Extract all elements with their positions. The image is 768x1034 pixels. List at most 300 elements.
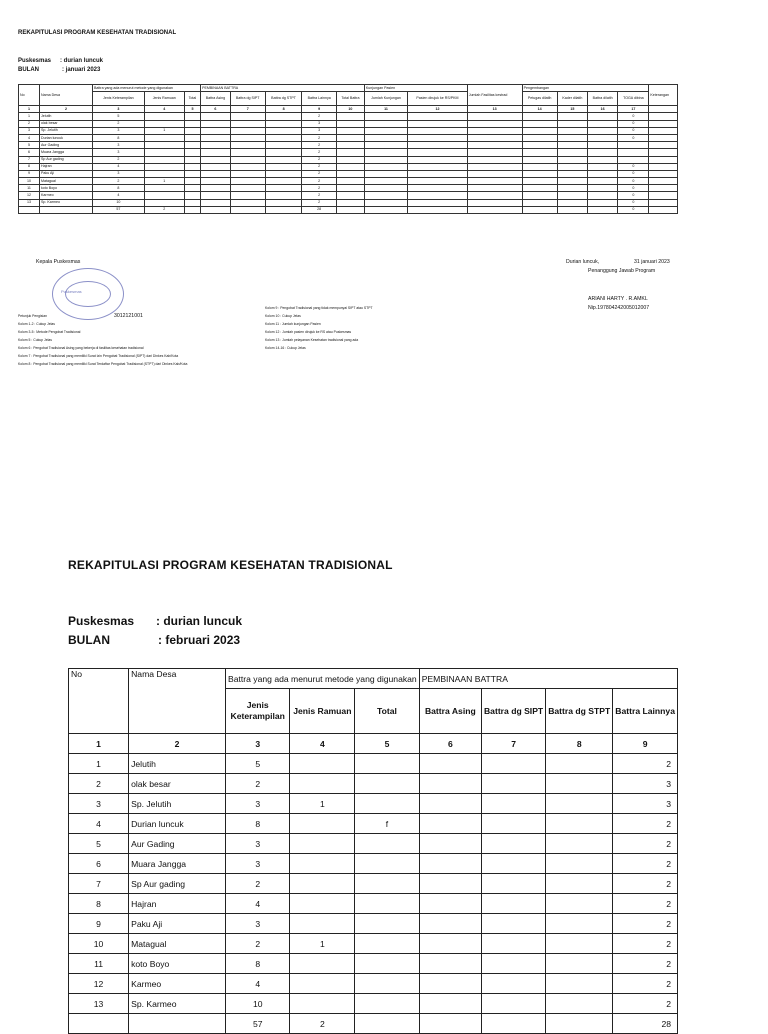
row-no: 9: [19, 170, 40, 177]
row-k5: [355, 994, 420, 1014]
row-no: 1: [69, 754, 129, 774]
row-empty-cell: [467, 142, 522, 149]
row-k4: [144, 113, 184, 120]
row-empty-cell: [649, 163, 678, 170]
row-empty-cell: [546, 934, 613, 954]
row-empty-cell: [522, 127, 557, 134]
row-empty-cell: [201, 149, 231, 156]
row-k3: 4: [93, 163, 145, 170]
row-empty-cell: [364, 170, 407, 177]
row-empty-cell: [364, 185, 407, 192]
row-k5: [355, 794, 420, 814]
row-empty-cell: [481, 894, 545, 914]
row-k3: 4: [225, 894, 289, 914]
th-pembinaan: PEMBINAAN BATTRA: [201, 85, 365, 92]
row-empty-cell: [201, 127, 231, 134]
col-number: 7: [230, 106, 265, 113]
signatory-name: ARIANI HARTY . R.AMKL: [588, 296, 648, 302]
row-empty-cell: [522, 134, 557, 141]
row-empty-cell: [546, 794, 613, 814]
row-empty-cell: [201, 120, 231, 127]
row-k3: 2: [225, 774, 289, 794]
row-k5: [355, 914, 420, 934]
row-empty-cell: [546, 754, 613, 774]
table-row: [69, 854, 678, 874]
row-k3: 8: [93, 134, 145, 141]
row-k4: [144, 142, 184, 149]
total-cell-empty: [364, 206, 407, 213]
row-no: 13: [69, 994, 129, 1014]
signatory-nip: Nip.197804242005012007: [588, 305, 650, 311]
row-k4: [290, 834, 355, 854]
row-k9: 2: [613, 974, 678, 994]
row-empty-cell: [336, 178, 364, 185]
row-empty-cell: [588, 113, 618, 120]
row-empty-cell: [408, 113, 468, 120]
row-empty-cell: [522, 163, 557, 170]
row-no: 8: [19, 163, 40, 170]
note-line: Kolom 14-16 : Cukup Jelas: [265, 346, 306, 350]
th-battra-group-2: Battra yang ada menurut metode yang digunakan: [225, 669, 419, 689]
row-empty-cell: [649, 178, 678, 185]
th-battra-sipt: Battra dg SIPT: [230, 92, 265, 106]
col-number: 1: [19, 106, 40, 113]
bulan-value-2: : februari 2023: [158, 633, 241, 647]
row-desa: Sp Aur gading: [40, 156, 93, 163]
row-empty-cell: [588, 185, 618, 192]
col-number: 1: [69, 734, 129, 754]
row-k9: 2: [613, 934, 678, 954]
row-k4: [290, 874, 355, 894]
row-empty-cell: [265, 149, 302, 156]
puskesmas-label-2: Puskesmas: [68, 614, 135, 628]
penanggung-jawab-label: Penanggung Jawab Program: [588, 268, 656, 274]
row-empty-cell: [265, 163, 302, 170]
row-k3: 2: [93, 156, 145, 163]
row-empty-cell: [557, 142, 587, 149]
puskesmas-value: : durian luncuk: [60, 58, 104, 64]
row-empty-cell: [184, 192, 200, 199]
row-k3: 3: [225, 794, 289, 814]
row-desa: Jelutih: [129, 754, 226, 774]
th-nama-desa-2: Nama Desa: [129, 669, 226, 734]
row-empty-cell: [588, 149, 618, 156]
row-empty-cell: [364, 199, 407, 206]
col-number: 13: [467, 106, 522, 113]
row-k4: 1: [144, 178, 184, 185]
row-k3: 2: [225, 874, 289, 894]
row-desa: Karmeo: [129, 974, 226, 994]
total-cell-empty: [40, 206, 93, 213]
row-k9: 2: [302, 113, 337, 120]
row-k4: 1: [290, 794, 355, 814]
row-k3: 3: [93, 142, 145, 149]
th-keterangan: Keterangan: [649, 85, 678, 106]
row-empty-cell: [265, 127, 302, 134]
row-desa: Hajran: [40, 163, 93, 170]
row-k9: 2: [613, 874, 678, 894]
row-empty-cell: [408, 127, 468, 134]
total-cell-empty: [265, 206, 302, 213]
notes-right: [265, 304, 373, 352]
row-empty-cell: [467, 199, 522, 206]
row-desa: Muara Jangga: [40, 149, 93, 156]
col-number: 4: [144, 106, 184, 113]
row-k9: 2: [302, 156, 337, 163]
th-jumlah-kunjungan: Jumlah Kunjungan: [364, 92, 407, 106]
row-empty-cell: [265, 178, 302, 185]
col-number: 9: [302, 106, 337, 113]
row-k9: 2: [302, 170, 337, 177]
row-empty-cell: [557, 199, 587, 206]
row-k4: [144, 149, 184, 156]
note-line: Kolom 13 : Jumlah pelayanan Kesehatan tradisional yang ada: [265, 338, 359, 342]
row-empty-cell: [408, 142, 468, 149]
row-k17: 0: [618, 127, 649, 134]
row-empty-cell: [649, 120, 678, 127]
row-empty-cell: [546, 954, 613, 974]
row-empty-cell: [557, 178, 587, 185]
note-line: Kolom 3-5 : Metode Pengobat Tradisional: [18, 330, 81, 334]
col-number: 4: [290, 734, 355, 754]
total-cell-empty: [19, 206, 40, 213]
col-number: 6: [201, 106, 231, 113]
row-k9: 3: [613, 774, 678, 794]
table-row: [19, 178, 678, 185]
col-number: 17: [618, 106, 649, 113]
row-no: 12: [69, 974, 129, 994]
row-no: 10: [69, 934, 129, 954]
total-cell-empty: [649, 206, 678, 213]
col-number: 2: [40, 106, 93, 113]
row-empty-cell: [649, 113, 678, 120]
row-empty-cell: [419, 834, 481, 854]
row-empty-cell: [408, 185, 468, 192]
th-pasien-dirujuk: Pasien dirujuk ke RS/PKM: [408, 92, 468, 106]
puskesmas-value-2: : durian luncuk: [156, 614, 243, 628]
row-empty-cell: [184, 134, 200, 141]
total-k9: 28: [302, 206, 337, 213]
row-empty-cell: [522, 142, 557, 149]
row-empty-cell: [336, 163, 364, 170]
table-row: [19, 134, 678, 141]
row-empty-cell: [408, 192, 468, 199]
row-desa: Sp. Jelutih: [40, 127, 93, 134]
row-empty-cell: [419, 814, 481, 834]
row-k9: 2: [302, 185, 337, 192]
row-desa: Durian luncuk: [40, 134, 93, 141]
table-row: [69, 954, 678, 974]
row-empty-cell: [481, 934, 545, 954]
th-total-2: Total: [355, 689, 420, 734]
row-empty-cell: [467, 113, 522, 120]
row-empty-cell: [522, 113, 557, 120]
row-empty-cell: [588, 163, 618, 170]
row-desa: Muara Jangga: [129, 854, 226, 874]
row-desa: Durian luncuk: [129, 814, 226, 834]
th-battra-dilatih: Battra dilatih: [588, 92, 618, 106]
row-no: 2: [69, 774, 129, 794]
row-k4: [144, 156, 184, 163]
row-empty-cell: [184, 170, 200, 177]
row-k3: 10: [225, 994, 289, 1014]
th-toga-dibina: TOGA dibina: [618, 92, 649, 106]
row-empty-cell: [201, 192, 231, 199]
row-k17: 0: [618, 178, 649, 185]
row-empty-cell: [230, 178, 265, 185]
row-empty-cell: [546, 894, 613, 914]
row-empty-cell: [408, 163, 468, 170]
row-empty-cell: [336, 192, 364, 199]
col-number: 16: [588, 106, 618, 113]
row-empty-cell: [230, 113, 265, 120]
table-row: [19, 113, 678, 120]
row-empty-cell: [481, 994, 545, 1014]
row-k9: 2: [613, 894, 678, 914]
recap-table-january: [18, 84, 678, 214]
row-empty-cell: [184, 199, 200, 206]
row-empty-cell: [230, 185, 265, 192]
row-k3: 8: [225, 814, 289, 834]
row-empty-cell: [467, 185, 522, 192]
table-row: [69, 974, 678, 994]
row-k5: [355, 854, 420, 874]
row-k5: f: [355, 814, 420, 834]
row-empty-cell: [364, 149, 407, 156]
th-battra-sipt-2: Battra dg SIPT: [481, 689, 545, 734]
row-k17: 0: [618, 192, 649, 199]
table-row: [19, 127, 678, 134]
row-desa: olak besar: [129, 774, 226, 794]
row-empty-cell: [467, 127, 522, 134]
row-k9: 2: [302, 163, 337, 170]
total-k4-2: 2: [290, 1014, 355, 1034]
row-desa: Sp. Karmeo: [129, 994, 226, 1014]
row-k4: [144, 185, 184, 192]
row-k4: [290, 894, 355, 914]
row-empty-cell: [184, 142, 200, 149]
row-empty-cell: [522, 120, 557, 127]
row-empty-cell: [408, 156, 468, 163]
bulan-value: : januari 2023: [62, 67, 101, 73]
note-line: Petunjuk Pengisian: [18, 314, 48, 318]
row-empty-cell: [649, 199, 678, 206]
th-pembinaan-2: PEMBINAAN BATTRA: [419, 669, 677, 689]
row-empty-cell: [522, 170, 557, 177]
row-empty-cell: [184, 178, 200, 185]
total-cell-empty: [588, 206, 618, 213]
total-cell-empty: [336, 206, 364, 213]
row-empty-cell: [481, 794, 545, 814]
th-jenis-ramuan: Jenis Ramuan: [144, 92, 184, 106]
row-empty-cell: [557, 127, 587, 134]
row-k4: [290, 774, 355, 794]
row-no: 1: [19, 113, 40, 120]
th-battra-asing: Battra Asing: [201, 92, 231, 106]
col-number: 6: [419, 734, 481, 754]
row-empty-cell: [364, 178, 407, 185]
table-row: [69, 814, 678, 834]
row-empty-cell: [201, 178, 231, 185]
total-cell-empty: [184, 206, 200, 213]
row-k4: [290, 914, 355, 934]
row-empty-cell: [230, 134, 265, 141]
row-empty-cell: [481, 814, 545, 834]
row-empty-cell: [522, 178, 557, 185]
row-empty-cell: [336, 113, 364, 120]
table-row: [19, 170, 678, 177]
row-desa: Matagual: [129, 934, 226, 954]
row-empty-cell: [364, 134, 407, 141]
row-empty-cell: [481, 754, 545, 774]
th-fasilitas: Jumlah Fasilitas kestrad: [467, 85, 522, 106]
recap-table-february: [68, 668, 678, 1034]
row-empty-cell: [557, 156, 587, 163]
col-number: 8: [546, 734, 613, 754]
th-nama-desa: Nama Desa: [40, 85, 93, 106]
row-desa: olak besar: [40, 120, 93, 127]
row-no: 5: [69, 834, 129, 854]
row-empty-cell: [546, 994, 613, 1014]
row-empty-cell: [364, 156, 407, 163]
row-empty-cell: [557, 185, 587, 192]
row-empty-cell: [408, 199, 468, 206]
row-k17: 0: [618, 199, 649, 206]
row-desa: koto Boyo: [129, 954, 226, 974]
row-k9: 2: [613, 854, 678, 874]
row-k9: 2: [302, 134, 337, 141]
row-empty-cell: [557, 192, 587, 199]
row-empty-cell: [201, 163, 231, 170]
row-no: 5: [19, 142, 40, 149]
row-empty-cell: [201, 113, 231, 120]
row-empty-cell: [419, 854, 481, 874]
row-k3: 10: [93, 199, 145, 206]
row-desa: Karmeo: [40, 192, 93, 199]
puskesmas-label: Puskesmas: [18, 58, 52, 64]
row-k3: 5: [225, 754, 289, 774]
row-empty-cell: [201, 199, 231, 206]
row-empty-cell: [546, 874, 613, 894]
row-empty-cell: [230, 192, 265, 199]
total-k4: 2: [144, 206, 184, 213]
row-empty-cell: [467, 134, 522, 141]
row-no: 6: [69, 854, 129, 874]
row-empty-cell: [184, 113, 200, 120]
col-number: 3: [93, 106, 145, 113]
row-empty-cell: [230, 120, 265, 127]
row-empty-cell: [557, 120, 587, 127]
row-k5: [355, 894, 420, 914]
row-k3: 8: [225, 954, 289, 974]
total-k9-2: 28: [613, 1014, 678, 1034]
row-empty-cell: [419, 954, 481, 974]
row-desa: Sp. Jelutih: [129, 794, 226, 814]
row-k5: [355, 874, 420, 894]
total-k3: 57: [93, 206, 145, 213]
total-cell-empty: [467, 206, 522, 213]
row-empty-cell: [336, 134, 364, 141]
row-k9: 2: [613, 814, 678, 834]
row-empty-cell: [408, 178, 468, 185]
row-empty-cell: [364, 192, 407, 199]
row-k3: 4: [225, 974, 289, 994]
th-total: Total: [184, 92, 200, 106]
row-k4: 1: [290, 934, 355, 954]
kepala-puskesmas-label: Kepala Puskesmas: [36, 259, 81, 265]
note-line: Kolom 1-2 : Cukup Jelas: [18, 322, 55, 326]
row-k3: 3: [93, 149, 145, 156]
row-empty-cell: [265, 142, 302, 149]
row-k4: [144, 170, 184, 177]
row-empty-cell: [467, 156, 522, 163]
table-row: [19, 156, 678, 163]
row-k5: [355, 954, 420, 974]
row-empty-cell: [364, 163, 407, 170]
table-row: [69, 774, 678, 794]
table-row: [69, 794, 678, 814]
table-row: [19, 142, 678, 149]
table-row: [69, 934, 678, 954]
row-k9: 2: [302, 178, 337, 185]
row-k9: 3: [302, 120, 337, 127]
col-number: 11: [364, 106, 407, 113]
row-empty-cell: [201, 170, 231, 177]
row-k9: 2: [613, 954, 678, 974]
row-empty-cell: [419, 914, 481, 934]
row-empty-cell: [649, 185, 678, 192]
row-desa: Hajran: [129, 894, 226, 914]
row-empty-cell: [649, 127, 678, 134]
row-k17: 0: [618, 170, 649, 177]
row-k9: 2: [613, 914, 678, 934]
row-k9: 2: [302, 149, 337, 156]
row-empty-cell: [481, 774, 545, 794]
col-number: 14: [522, 106, 557, 113]
row-empty-cell: [336, 149, 364, 156]
col-number: 5: [184, 106, 200, 113]
row-empty-cell: [546, 974, 613, 994]
row-empty-cell: [336, 120, 364, 127]
row-empty-cell: [419, 934, 481, 954]
stamp-inner-ring: [65, 281, 111, 307]
th-battra-group: Battra yang ada menurut metode yang digunakan: [93, 85, 201, 92]
row-empty-cell: [419, 754, 481, 774]
row-k9: 2: [613, 754, 678, 774]
total-k3-2: 57: [225, 1014, 289, 1034]
note-line: Kolom 10 : Cukup Jelas: [265, 314, 301, 318]
row-empty-cell: [588, 120, 618, 127]
th-kunjungan: Kunjungan Pasien: [364, 85, 467, 92]
table-row: [69, 894, 678, 914]
row-k9: 2: [302, 199, 337, 206]
table-row: [19, 163, 678, 170]
col-number: 15: [557, 106, 587, 113]
row-empty-cell: [481, 914, 545, 934]
row-no: 4: [19, 134, 40, 141]
row-k5: [355, 934, 420, 954]
col-number-empty: [649, 106, 678, 113]
row-empty-cell: [419, 994, 481, 1014]
row-no: 9: [69, 914, 129, 934]
note-line: Kolom 6 : Pengobat Tradisional Asing yang bekerja di fasilitas kesehatan tradisional: [18, 346, 144, 350]
notes-left: [18, 312, 187, 368]
th-jenis-keterampilan: Jenis Keterampilan: [93, 92, 145, 106]
th-no: No: [19, 85, 40, 106]
row-empty-cell: [230, 163, 265, 170]
row-desa: koto Boyo: [40, 185, 93, 192]
row-empty-cell: [408, 170, 468, 177]
